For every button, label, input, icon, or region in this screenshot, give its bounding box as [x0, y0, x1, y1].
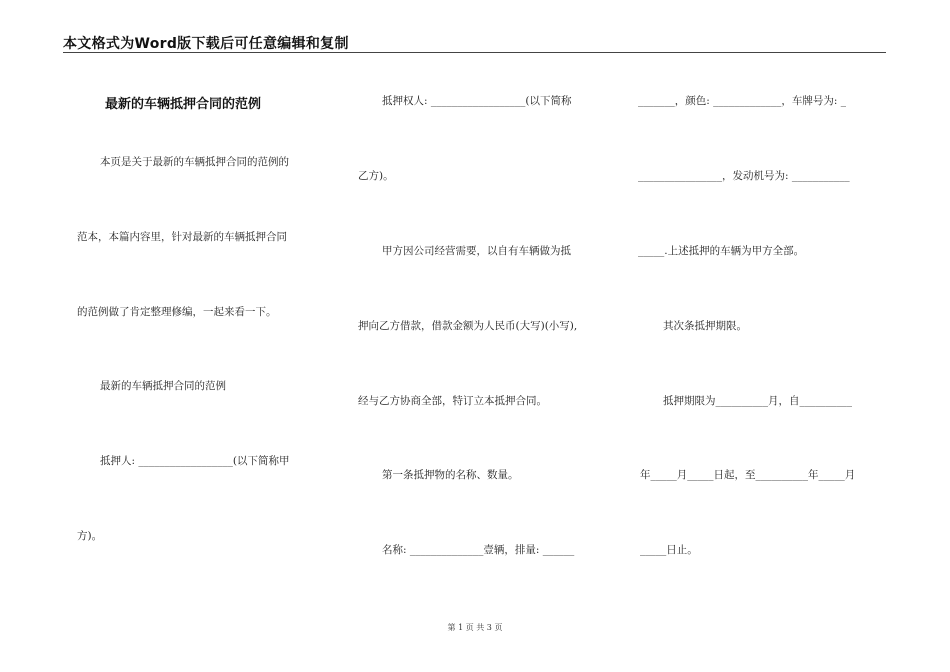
text-line: 抵押期限为__________月，自__________ — [663, 395, 852, 407]
header-rule — [63, 52, 886, 53]
text-line: 抵押人: __________________(以下简称甲 — [100, 455, 290, 467]
text-line: 的范例做了肯定整理修编，一起来看一下。 — [77, 306, 277, 318]
text-line: _______，颜色: _____________，车牌号为: _ — [638, 95, 847, 107]
page-footer: 第 1 页 共 3 页 — [447, 623, 503, 632]
page-header: 本文格式为Word版下载后可任意编辑和复制 — [63, 36, 349, 52]
text-line: 范本，本篇内容里，针对最新的车辆抵押合同 — [77, 231, 287, 243]
text-line: 名称: ______________壹辆，排量: ______ — [382, 544, 575, 556]
text-line: 抵押权人: __________________(以下简称 — [382, 95, 572, 107]
text-line: 方)。 — [77, 530, 103, 542]
text-line: 最新的车辆抵押合同的范例 — [100, 380, 226, 392]
text-line: 经与乙方协商全部，特订立本抵押合同。 — [358, 395, 547, 407]
text-line: 本页是关于最新的车辆抵押合同的范例的 — [100, 156, 289, 168]
text-line: 乙方)。 — [358, 170, 394, 182]
text-line: ________________，发动机号为: ___________ — [638, 170, 850, 182]
text-line: _____日止。 — [640, 544, 698, 556]
text-line: 其次条抵押期限。 — [663, 320, 747, 332]
document-title: 最新的车辆抵押合同的范例 — [105, 97, 262, 112]
text-line: 第一条抵押物的名称、数量。 — [382, 469, 519, 481]
text-line: 押向乙方借款，借款金额为人民币(大写)(小写), — [358, 320, 578, 332]
text-line: 甲方因公司经营需要，以自有车辆做为抵 — [382, 245, 571, 257]
text-line: _____.上述抵押的车辆为甲方全部。 — [638, 245, 805, 257]
text-line: 年_____月_____日起，至__________年_____月 — [640, 469, 856, 481]
